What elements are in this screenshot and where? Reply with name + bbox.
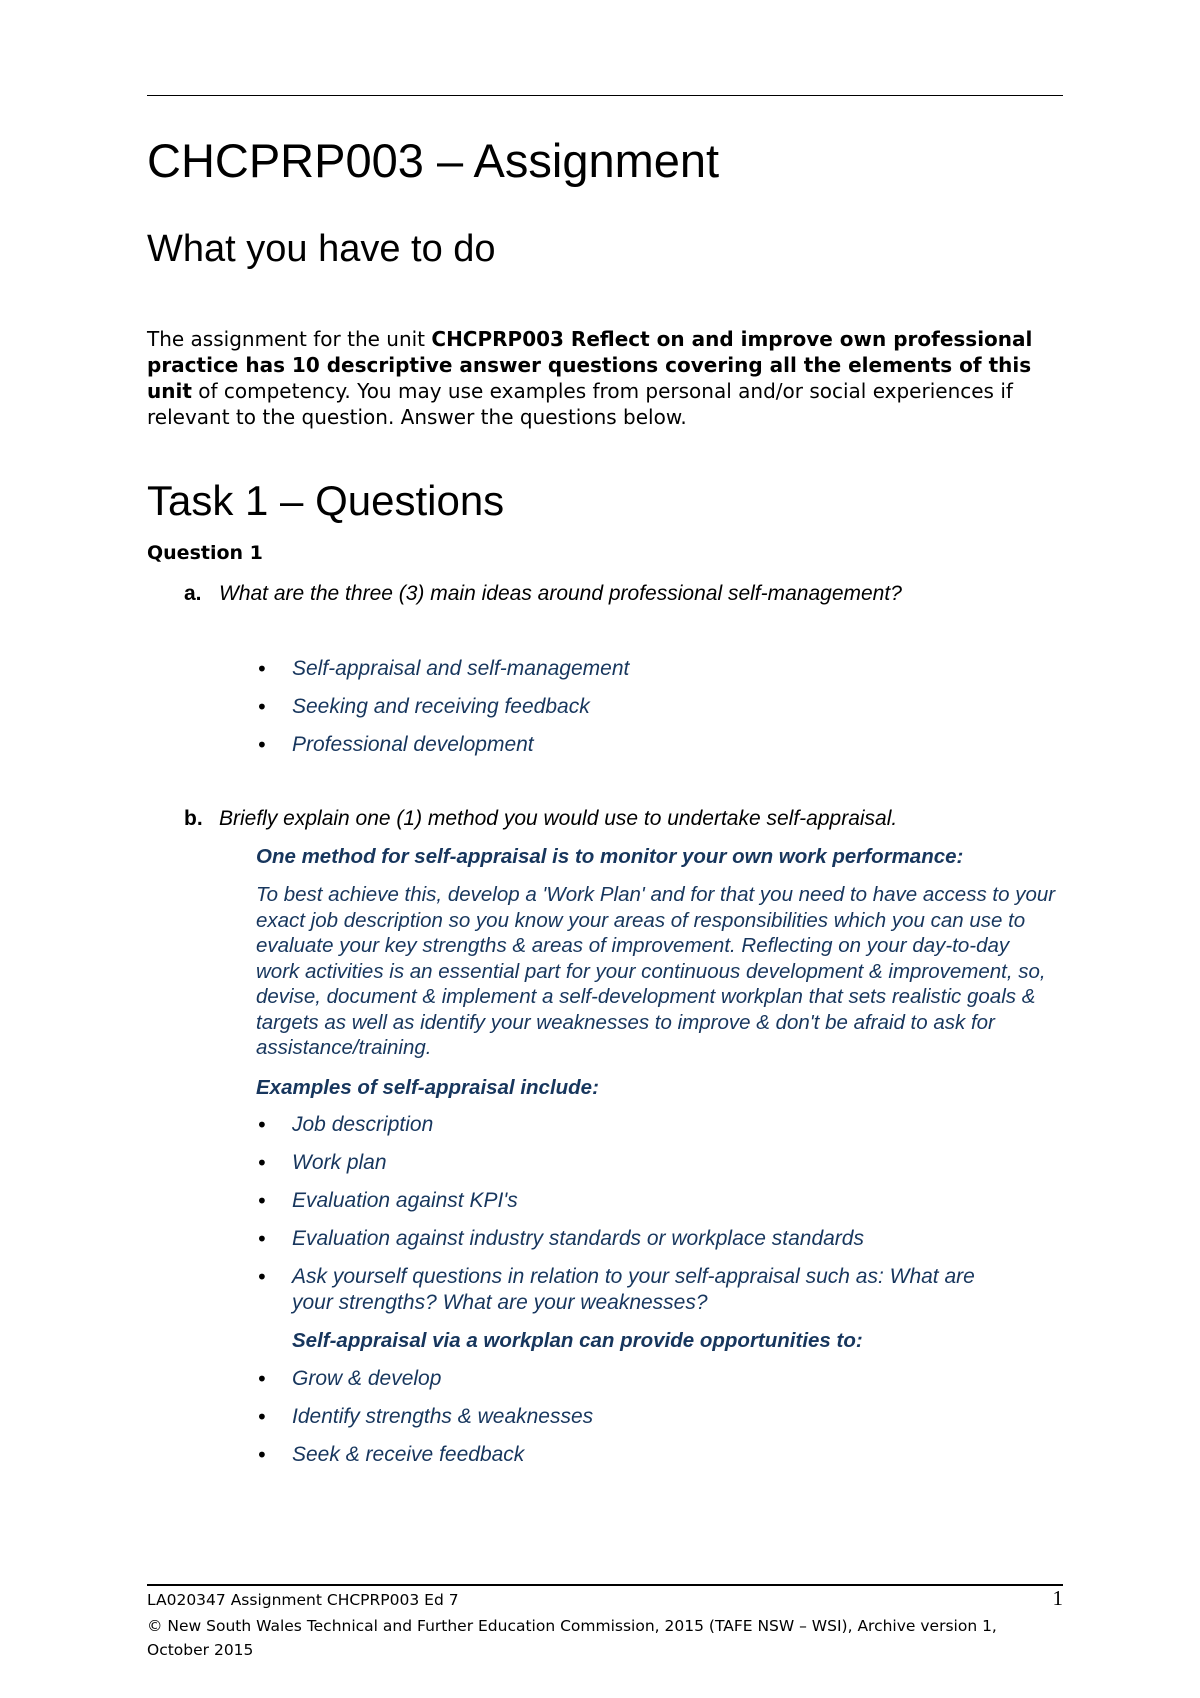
intro-bold: CHCPRP003 Reflect on and improve own professional practice has 10 descriptive answer questions covering all the elements of this unit bbox=[147, 327, 1033, 403]
footer-rule bbox=[147, 1584, 1063, 1586]
question-label: Question 1 bbox=[147, 542, 263, 564]
question-part-b bbox=[184, 806, 1064, 832]
page-title: CHCPRP003 – Assignment bbox=[147, 134, 720, 187]
list-item: • Evaluation against KPI's bbox=[256, 1188, 1056, 1214]
document-page bbox=[147, 0, 1063, 1698]
part-b-text: Briefly explain one (1) method you would use to undertake self-appraisal. bbox=[219, 807, 898, 830]
task-heading: Task 1 – Questions bbox=[147, 477, 505, 524]
header-rule bbox=[147, 95, 1063, 96]
footer-doc-ref: LA020347 Assignment CHCPRP003 Ed 7 bbox=[147, 1591, 459, 1609]
list-item: • Ask yourself questions in relation to your self-appraisal such as: What are your strengths? What are your weaknesses? bbox=[256, 1264, 1056, 1316]
method-body: To best achieve this, develop a 'Work Plan' and for that you need to have access to your exact job description so you know your areas of responsibilities which you can use to evaluate your key strengths & areas of improvement. Reflecting on your day-to-day work activities is an essential part for your continuous development & improvement, so, devise, document & implement a self-development workplan that sets realistic goals & targets as well as identify your weaknesses to improve & don't be afraid to ask for assistance/training. bbox=[256, 883, 1056, 1059]
list-item: • Seek & receive feedback bbox=[256, 1442, 1056, 1468]
method-heading: One method for self-appraisal is to monitor your own work performance: bbox=[256, 845, 964, 868]
intro-post: of competency. You may use examples from personal and/or social experiences if relevant to the question. Answer the questions below. bbox=[147, 379, 1013, 429]
intro-pre: The assignment for the unit bbox=[147, 327, 432, 351]
list-item: • Identify strengths & weaknesses bbox=[256, 1404, 1056, 1430]
opportunities-list bbox=[256, 1366, 1056, 1468]
page-number: 1 bbox=[1052, 1586, 1063, 1610]
list-item: • Job description bbox=[256, 1112, 1056, 1138]
part-b-label: b. bbox=[184, 807, 203, 830]
opportunities-heading: Self-appraisal via a workplan can provide opportunities to: bbox=[292, 1329, 863, 1352]
list-item: • Work plan bbox=[256, 1150, 1056, 1176]
examples-heading: Examples of self-appraisal include: bbox=[256, 1076, 599, 1099]
section-subtitle: What you have to do bbox=[147, 228, 496, 270]
list-item: • Seeking and receiving feedback bbox=[256, 694, 1056, 720]
part-a-answer-list bbox=[256, 656, 1056, 758]
part-a-label: a. bbox=[184, 582, 202, 605]
part-a-text: What are the three (3) main ideas around professional self-management? bbox=[219, 582, 902, 605]
list-item: • Grow & develop bbox=[256, 1366, 1056, 1392]
list-item: • Professional development bbox=[256, 732, 1056, 758]
list-item: • Self-appraisal and self-management bbox=[256, 656, 1056, 682]
question-part-a bbox=[184, 581, 1064, 607]
examples-list bbox=[256, 1112, 1056, 1316]
footer-copyright: © New South Wales Technical and Further Education Commission, 2015 (TAFE NSW – WSI), Archive version 1, October 2015 bbox=[147, 1617, 997, 1659]
intro-paragraph bbox=[147, 326, 1063, 430]
list-item: • Evaluation against industry standards or workplace standards bbox=[256, 1226, 1056, 1252]
